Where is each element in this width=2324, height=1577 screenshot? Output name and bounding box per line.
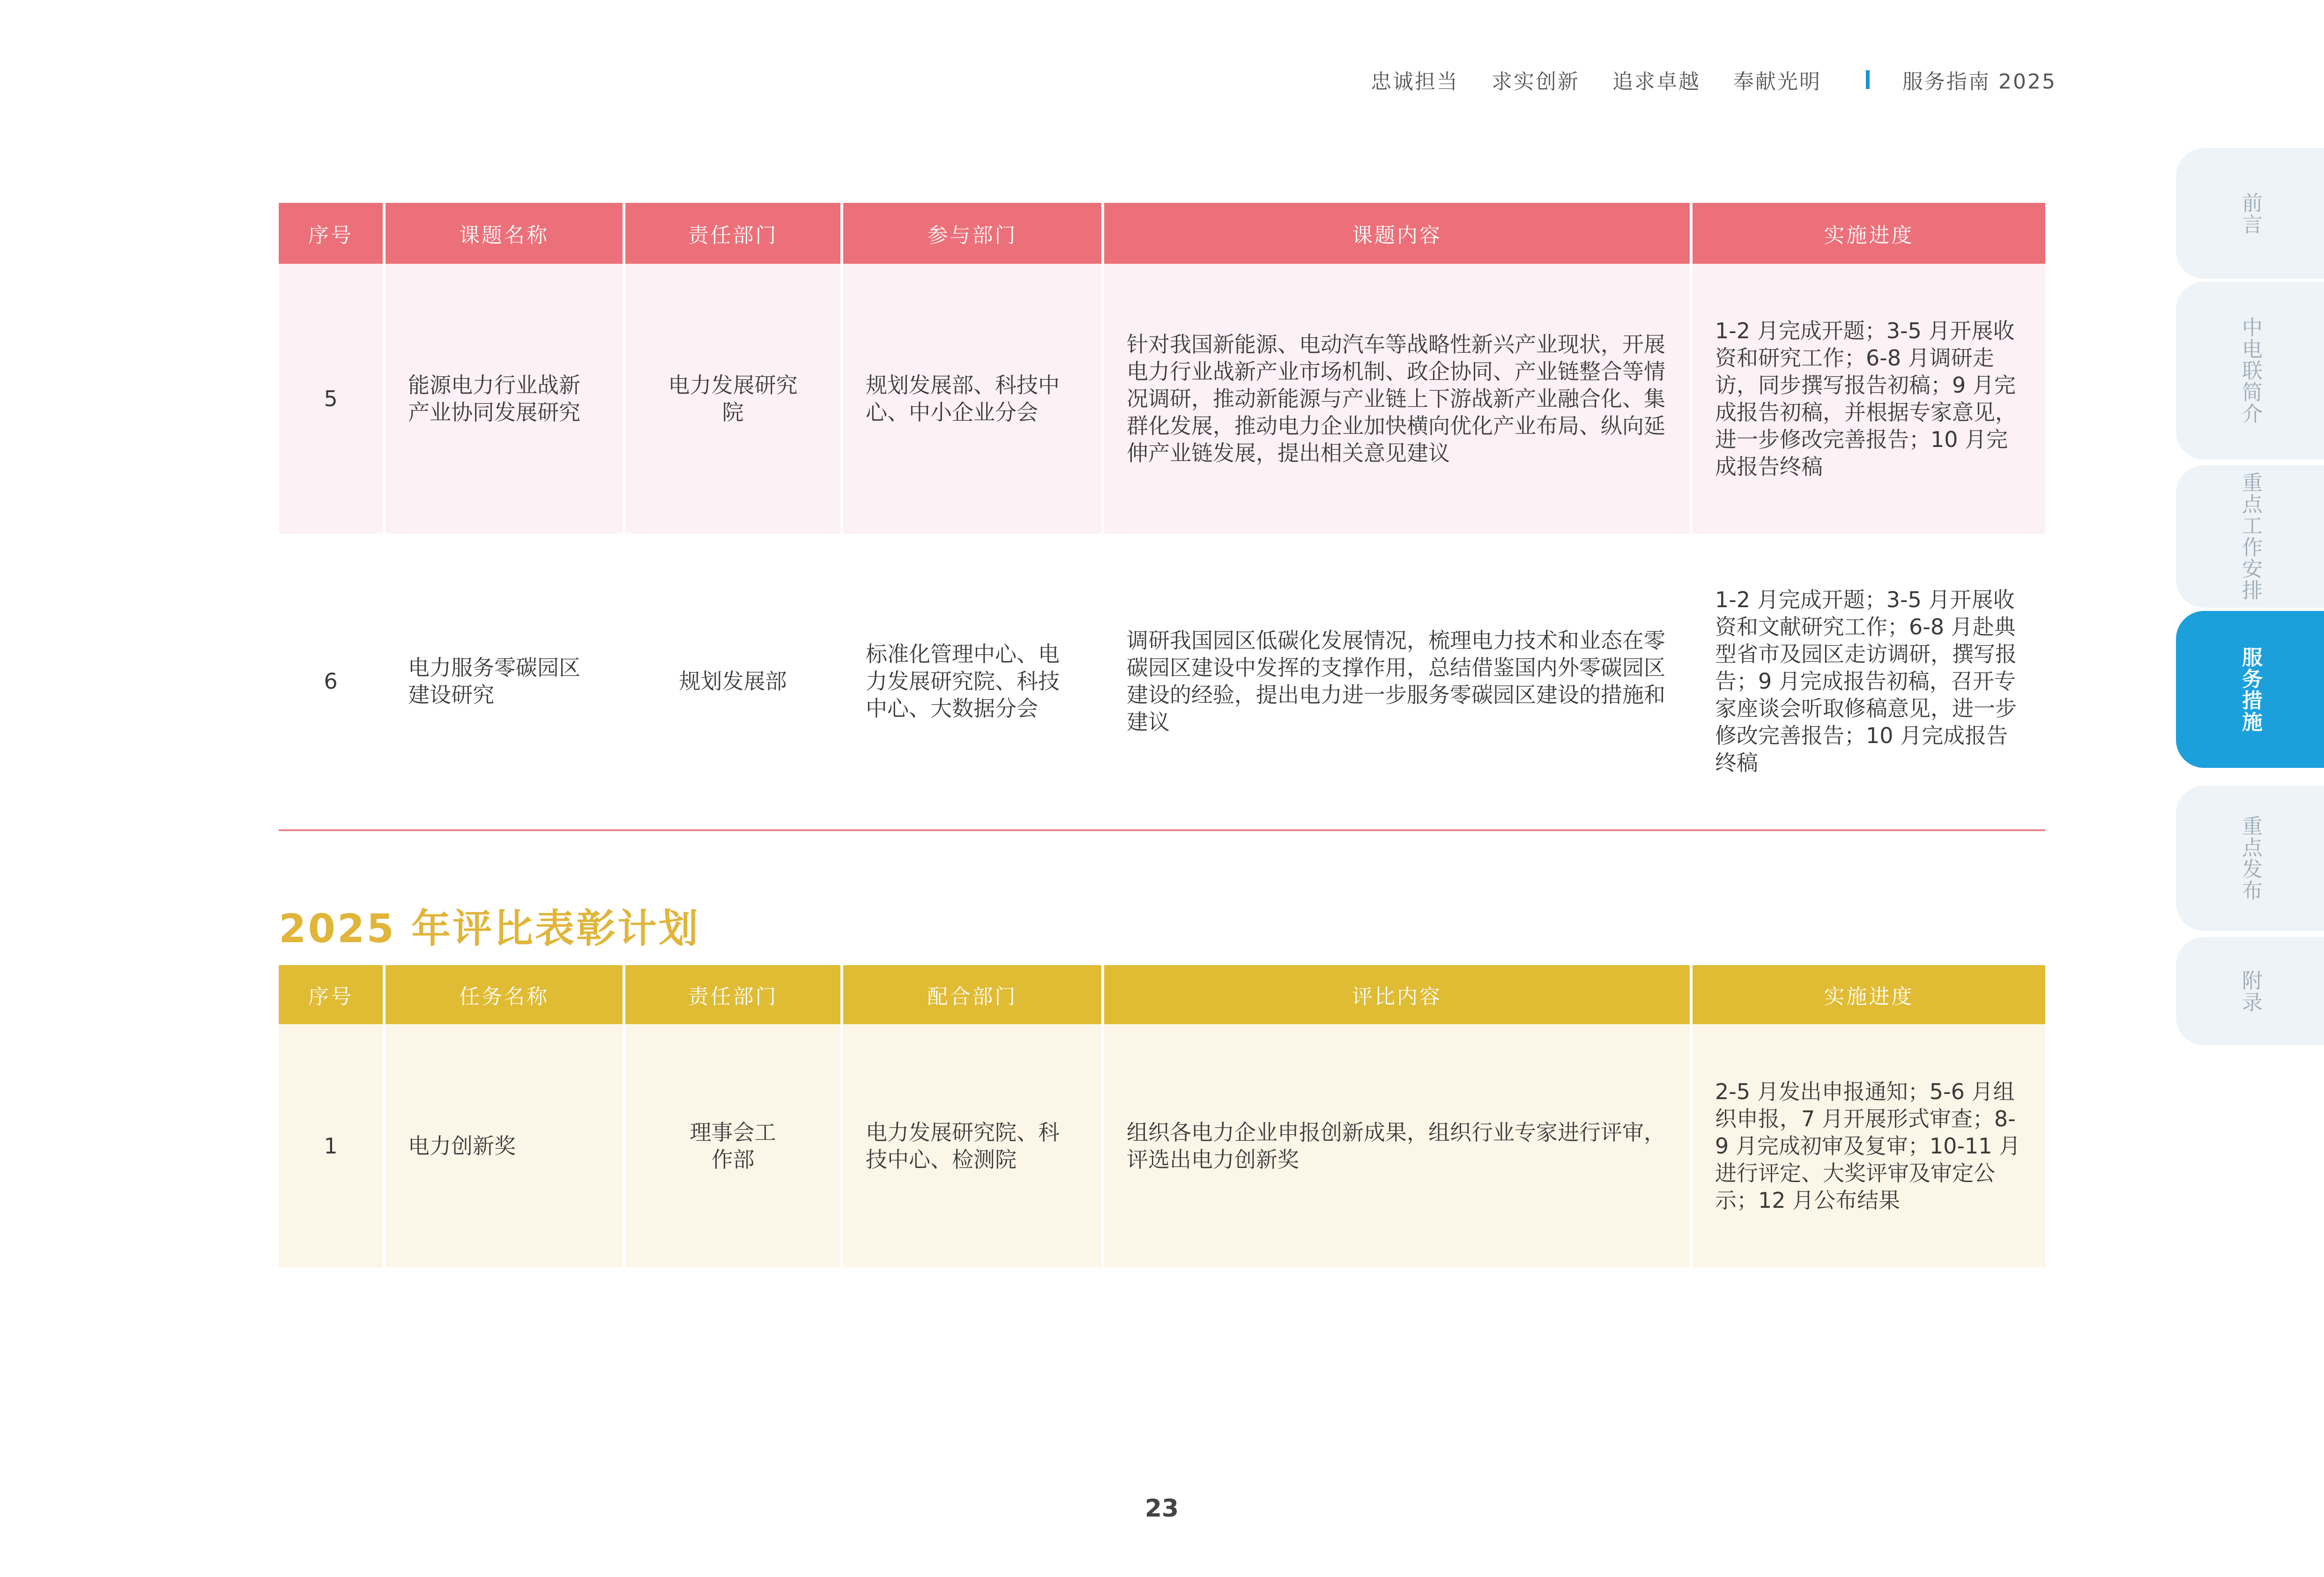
participating-depts: 标准化管理中心、电力发展研究院、科技中心、大数据分会 <box>866 641 1060 721</box>
header-cell: 序号 <box>279 965 383 1024</box>
award-table <box>279 965 2045 1267</box>
row-number: 5 <box>279 264 383 534</box>
topic-content: 调研我国园区低碳化发展情况，梳理电力技术和业态在零碳园区建设中发挥的支撑作用，总结借鉴国内外零碳园区建设的经验，提出电力进一步服务零碳园区建设的措施和建议 <box>1127 627 1665 735</box>
motto-item: 追求卓越 <box>1612 70 1701 94</box>
side-tab-appendix[interactable] <box>2176 937 2324 1045</box>
header-cell: 参与部门 <box>843 203 1101 264</box>
header-cell: 任务名称 <box>386 965 623 1024</box>
table-header-row <box>279 203 2045 264</box>
topic-name: 能源电力行业战新产业协同发展研究 <box>386 264 623 534</box>
side-tab-about[interactable] <box>2176 282 2324 460</box>
header-cell: 实施进度 <box>1693 965 2045 1024</box>
table-row <box>279 1024 2045 1267</box>
header-cell: 责任部门 <box>625 203 840 264</box>
table-bottom-rule <box>279 829 2045 831</box>
header-cell: 课题内容 <box>1104 203 1690 264</box>
header-cell: 配合部门 <box>843 965 1101 1024</box>
side-tab-service-measures[interactable] <box>2176 611 2324 768</box>
topic-name: 电力服务零碳园区建设研究 <box>408 655 580 707</box>
topic-content: 针对我国新能源、电动汽车等战略性新兴产业现状，开展电力行业战新产业市场机制、政企协同、产业链整合等情况调研，推动新能源与产业链上下游战新产业融合化、集群化发展，推动电力企业加快横向优化产业布局、纵向延伸产业链发展，提出相关意见建议 <box>1104 264 1690 534</box>
header-cell: 评比内容 <box>1104 965 1690 1024</box>
table-row <box>279 264 2045 534</box>
participating-depts: 规划发展部、科技中心、中小企业分会 <box>843 264 1101 534</box>
side-tab-label: 附录 <box>2238 969 2262 1013</box>
header-cell: 责任部门 <box>625 965 840 1024</box>
row-number: 6 <box>324 668 338 694</box>
research-table <box>279 203 2045 830</box>
progress: 1-2 月完成开题；3-5 月开展收资和研究工作；6-8 月调研走访，同步撰写报告初稿；9 月完成报告初稿，并根据专家意见，进一步修改完善报告；10 月完成报告终稿 <box>1693 264 2045 534</box>
header-cell: 课题名称 <box>386 203 623 264</box>
responsible-dept: 电力发展研究院 <box>625 264 840 534</box>
side-tab-label: 服务措施 <box>2238 646 2262 733</box>
evaluation-content: 组织各电力企业申报创新成果，组织行业专家进行评审，评选出电力创新奖 <box>1104 1024 1690 1267</box>
motto <box>1371 65 1821 95</box>
responsible-dept: 理事会工作部 <box>625 1024 840 1267</box>
row-number: 1 <box>279 1024 383 1267</box>
table-row <box>279 534 2045 828</box>
side-tab-preface[interactable] <box>2176 148 2324 279</box>
motto-item: 奉献光明 <box>1733 70 1822 94</box>
header-cell: 序号 <box>279 203 383 264</box>
responsible-dept: 规划发展部 <box>679 668 787 694</box>
motto-item: 忠诚担当 <box>1371 70 1459 94</box>
header-divider <box>1866 70 1870 89</box>
side-tab-label: 重点发布 <box>2238 815 2262 901</box>
page-number: 23 <box>1144 1495 1179 1523</box>
side-tab-key-work[interactable] <box>2176 465 2324 608</box>
side-tab-key-releases[interactable] <box>2176 786 2324 931</box>
progress: 1-2 月完成开题；3-5 月开展收资和文献研究工作；6-8 月赴典型省市及园区走访调研，撰写报告；9 月完成报告初稿，召开专家座谈会听取修稿意见，进一步修改完善报告；10 月完成报告终稿 <box>1715 587 2017 775</box>
guide-title: 服务指南 2025 <box>1902 70 2057 94</box>
side-tab-label: 前言 <box>2238 192 2262 235</box>
motto-item: 求实创新 <box>1492 70 1580 94</box>
header-cell: 实施进度 <box>1693 203 2045 264</box>
section-title: 2025 年评比表彰计划 <box>279 906 700 952</box>
cooperating-depts: 电力发展研究院、科技中心、检测院 <box>843 1024 1101 1267</box>
side-tab-label: 重点工作安排 <box>2238 472 2262 601</box>
progress: 2-5 月发出申报通知；5-6 月组织申报，7 月开展形式审查；8-9 月完成初审及复审；10-11 月进行评定、大奖评审及审定公示；12 月公布结果 <box>1693 1024 2045 1267</box>
task-name: 电力创新奖 <box>386 1024 623 1267</box>
page-header <box>1171 66 2057 94</box>
table-header-row <box>279 965 2045 1024</box>
side-tab-label: 中电联简介 <box>2238 317 2262 424</box>
